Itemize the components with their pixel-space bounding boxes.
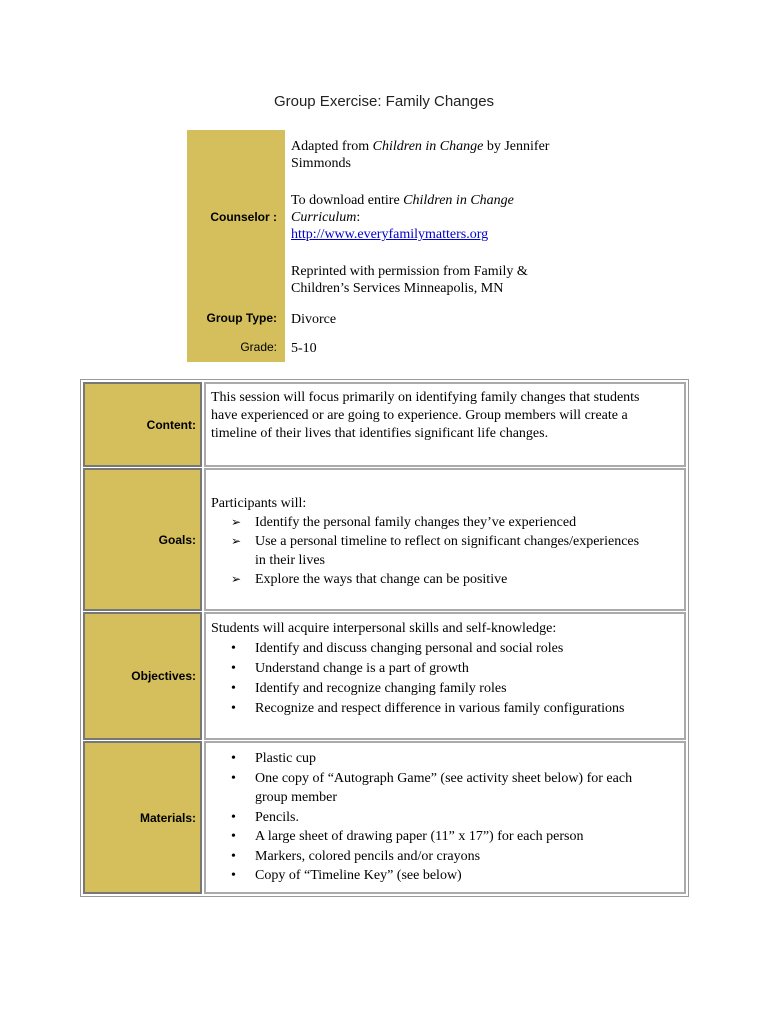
objectives-label: Objectives: [131, 669, 196, 683]
list-item [211, 570, 679, 589]
material-text-continued: group member [255, 790, 338, 805]
content-label-cell [83, 382, 202, 467]
objective-text: Recognize and respect difference in various family configurations [255, 701, 625, 716]
materials-row [83, 741, 686, 894]
objective-text: Identify and recognize changing family roles [255, 681, 507, 696]
objectives-row [83, 612, 686, 740]
adapted-author: Simmonds [291, 156, 351, 171]
content-line: have experienced or are going to experience. Group members will create a [211, 408, 628, 423]
info-label-column [187, 130, 285, 362]
material-text: Pencils. [255, 809, 299, 825]
group-type-value: Divorce [291, 312, 337, 327]
material-text: One copy of “Autograph Game” (see activity sheet below) for each [255, 770, 633, 786]
bullet-icon: • [231, 829, 236, 844]
objectives-label-cell [83, 612, 202, 740]
download-text [291, 192, 591, 243]
objective-text: Understand change is a part of growth [255, 661, 469, 676]
bullet-icon: • [231, 751, 236, 766]
material-text: Plastic cup [255, 751, 317, 766]
list-item [211, 769, 679, 789]
list-item [211, 639, 679, 659]
arrow-bullet-icon: ➢ [231, 534, 242, 548]
counselor-label: Counselor : [210, 210, 277, 224]
material-text: Markers, colored pencils and/or crayons [255, 848, 481, 864]
list-item [211, 513, 679, 532]
goals-list [211, 513, 679, 589]
grade-value: 5-10 [291, 341, 317, 356]
list-item [211, 551, 679, 570]
materials-label-cell [83, 741, 202, 894]
list-item [211, 679, 679, 699]
list-item [211, 827, 679, 847]
list-item [211, 532, 679, 551]
objectives-cell [204, 612, 686, 740]
bullet-icon: • [231, 681, 236, 696]
materials-label: Materials: [139, 810, 196, 825]
material-text: A large sheet of drawing paper (11” x 17”) for each person [255, 829, 584, 844]
objectives-list [211, 639, 679, 719]
bullet-icon: • [231, 661, 236, 676]
goals-intro: Participants will: [211, 496, 307, 511]
download-colon: : [356, 210, 361, 225]
download-book-title: Children in Change [403, 193, 514, 208]
bullet-icon: • [231, 809, 236, 825]
adapted-book-title: Children in Change [372, 139, 484, 154]
materials-cell [204, 741, 686, 894]
goals-cell [204, 468, 686, 611]
material-text: Copy of “Timeline Key” (see below) [255, 868, 462, 883]
list-item [211, 847, 679, 867]
website-link[interactable]: http://www.everyfamilymatters.org [291, 227, 489, 242]
list-item [211, 788, 679, 808]
bullet-icon: • [231, 770, 236, 786]
content-label: Content: [146, 417, 196, 432]
content-line: This session will focus primarily on identifying family changes that students [211, 390, 640, 405]
info-table [187, 130, 607, 362]
bullet-icon: • [231, 868, 236, 883]
page-title: Group Exercise: Family Changes [273, 93, 495, 110]
reprint-text [291, 263, 591, 297]
goal-text: Identify the personal family changes they’ve experienced [255, 515, 577, 530]
goals-row [83, 468, 686, 611]
arrow-bullet-icon: ➢ [231, 515, 242, 529]
download-curriculum: Curriculum [291, 210, 357, 225]
download-pre: To download entire [291, 193, 404, 208]
session-table [80, 379, 689, 897]
list-item [211, 659, 679, 679]
goals-label-cell [83, 468, 202, 611]
list-item [211, 749, 679, 769]
adapted-pre: Adapted from [291, 139, 373, 154]
bullet-icon: • [231, 848, 236, 864]
arrow-bullet-icon: ➢ [231, 572, 242, 586]
adapted-text [291, 138, 591, 172]
list-item [211, 808, 679, 828]
grade-label: Grade: [240, 340, 277, 354]
list-item [211, 699, 679, 719]
content-line: timeline of their lives that identifies significant life changes. [211, 426, 549, 441]
goal-text: Explore the ways that change can be positive [255, 572, 508, 587]
group-type-label: Group Type: [206, 311, 277, 325]
goals-label: Goals: [158, 532, 196, 547]
adapted-post: by Jennifer [483, 139, 550, 154]
content-cell [204, 382, 686, 467]
bullet-icon: • [231, 701, 236, 716]
bullet-icon: • [231, 641, 236, 656]
objectives-intro: Students will acquire interpersonal skills and self-knowledge: [211, 621, 557, 636]
objective-text: Identify and discuss changing personal and social roles [255, 641, 564, 656]
reprint-line-2: Children’s Services Minneapolis, MN [291, 281, 504, 296]
materials-list [211, 749, 679, 886]
list-item [211, 866, 679, 886]
goal-text-continued: in their lives [255, 553, 325, 568]
content-row [83, 382, 686, 467]
reprint-line-1: Reprinted with permission from Family & [291, 264, 528, 279]
goal-text: Use a personal timeline to reflect on significant changes/experiences [255, 534, 640, 549]
